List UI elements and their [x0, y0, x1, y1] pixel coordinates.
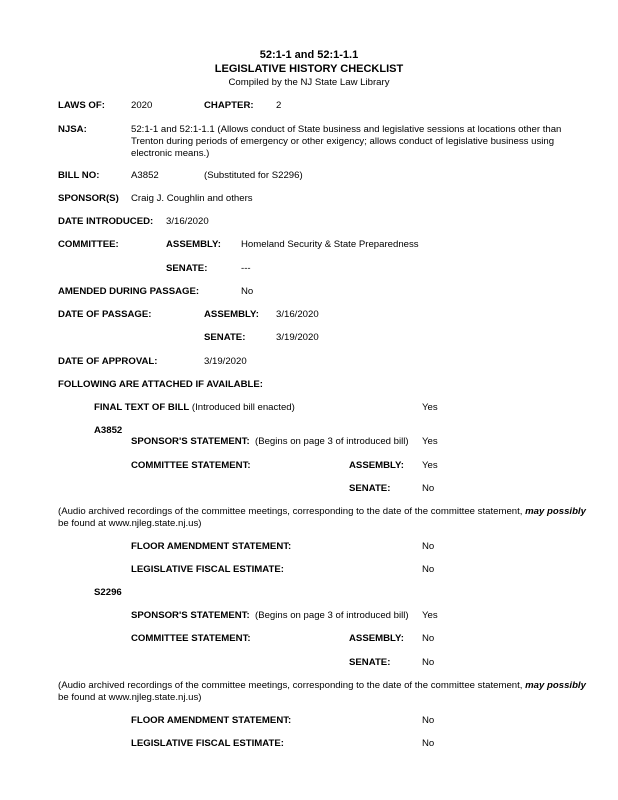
- a3852-senate-label: SENATE:: [349, 483, 391, 494]
- doc-title-line2: LEGISLATIVE HISTORY CHECKLIST: [214, 63, 404, 75]
- bill-no-note: (Substituted for S2296): [204, 170, 303, 181]
- passage-senate-label: SENATE:: [204, 332, 246, 343]
- final-text-label: FINAL TEXT OF BILL: [94, 402, 190, 413]
- a3852-floor-label: FLOOR AMENDMENT STATEMENT:: [131, 541, 292, 552]
- s2296-floor-label: FLOOR AMENDMENT STATEMENT:: [131, 715, 292, 726]
- bill-no-value: A3852: [131, 170, 159, 181]
- a3852-audio-line2: be found at www.njleg.state.nj.us): [58, 518, 202, 529]
- s2296-sponsor-row: [131, 610, 409, 622]
- approval-label: DATE OF APPROVAL:: [58, 356, 158, 367]
- doc-title-line1: 52:1-1 and 52:1-1.1: [259, 49, 359, 61]
- s2296-committee-label: COMMITTEE STATEMENT:: [131, 633, 251, 644]
- a3852-fiscal-value: No: [422, 564, 435, 575]
- a3852-audio-text: (Audio archived recordings of the committee meetings, corresponding to the date of the committee statement,: [58, 506, 526, 517]
- compiled-by: Compiled by the NJ State Law Library: [228, 77, 390, 88]
- laws-of-value: 2020: [131, 100, 153, 111]
- passage-assembly-value: 3/16/2020: [276, 309, 319, 320]
- amended-label: AMENDED DURING PASSAGE:: [58, 286, 200, 297]
- a3852-committee-label: COMMITTEE STATEMENT:: [131, 460, 251, 471]
- a3852-sponsor-row: [131, 436, 409, 448]
- s2296-floor-value: No: [422, 715, 435, 726]
- a3852-sponsor-value: Yes: [422, 436, 438, 447]
- final-text-value: Yes: [422, 402, 438, 413]
- attached-heading: FOLLOWING ARE ATTACHED IF AVAILABLE:: [58, 379, 263, 390]
- s2296-assembly-value: No: [422, 633, 435, 644]
- committee-senate-value: ---: [241, 263, 251, 274]
- committee-assembly-value: Homeland Security & State Preparedness: [241, 239, 419, 250]
- s2296-heading: S2296: [94, 587, 122, 598]
- a3852-assembly-label: ASSEMBLY:: [349, 460, 404, 471]
- a3852-senate-value: No: [422, 483, 435, 494]
- passage-assembly-label: ASSEMBLY:: [204, 309, 259, 320]
- s2296-audio-line2: be found at www.njleg.state.nj.us): [58, 692, 202, 703]
- a3852-sponsor-label: SPONSOR'S STATEMENT:: [131, 436, 250, 447]
- committee-label: COMMITTEE:: [58, 239, 119, 250]
- passage-senate-value: 3/19/2020: [276, 332, 319, 343]
- laws-of-label: LAWS OF:: [58, 100, 105, 111]
- amended-value: No: [241, 286, 254, 297]
- chapter-label: CHAPTER:: [204, 100, 254, 111]
- committee-assembly-label: ASSEMBLY:: [166, 239, 221, 250]
- final-text-note: (Introduced bill enacted): [191, 402, 295, 413]
- s2296-fiscal-value: No: [422, 738, 435, 749]
- s2296-audio-line1: [58, 680, 586, 692]
- a3852-audio-line1: [58, 506, 586, 518]
- a3852-floor-value: No: [422, 541, 435, 552]
- a3852-fiscal-label: LEGISLATIVE FISCAL ESTIMATE:: [131, 564, 284, 575]
- final-text-row: [94, 402, 295, 414]
- a3852-assembly-value: Yes: [422, 460, 438, 471]
- njsa-label: NJSA:: [58, 124, 87, 135]
- s2296-fiscal-label: LEGISLATIVE FISCAL ESTIMATE:: [131, 738, 284, 749]
- sponsors-value: Craig J. Coughlin and others: [131, 193, 253, 204]
- a3852-heading: A3852: [94, 425, 123, 436]
- s2296-audio-text: (Audio archived recordings of the committee meetings, corresponding to the date of the committee statement,: [58, 680, 526, 691]
- s2296-senate-value: No: [422, 657, 435, 668]
- approval-value: 3/19/2020: [204, 356, 247, 367]
- s2296-sponsor-label: SPONSOR'S STATEMENT:: [131, 610, 250, 621]
- date-introduced-label: DATE INTRODUCED:: [58, 216, 154, 227]
- njsa-value: 52:1-1 and 52:1-1.1 (Allows conduct of State business and legislative sessions at locations other than Trenton during periods of emergency or other exigency; allows conduct of legislative business using electronic means.): [131, 124, 562, 159]
- chapter-value: 2: [276, 100, 282, 111]
- s2296-senate-label: SENATE:: [349, 657, 391, 668]
- sponsors-label: SPONSOR(S): [58, 193, 119, 204]
- committee-senate-label: SENATE:: [166, 263, 208, 274]
- a3852-audio-emph: may possibly: [525, 506, 586, 517]
- s2296-assembly-label: ASSEMBLY:: [349, 633, 404, 644]
- date-introduced-value: 3/16/2020: [166, 216, 209, 227]
- passage-label: DATE OF PASSAGE:: [58, 309, 152, 320]
- bill-no-label: BILL NO:: [58, 170, 100, 181]
- a3852-sponsor-note: (Begins on page 3 of introduced bill): [255, 436, 409, 447]
- s2296-sponsor-value: Yes: [422, 610, 438, 621]
- s2296-sponsor-note: (Begins on page 3 of introduced bill): [255, 610, 409, 621]
- s2296-audio-emph: may possibly: [525, 680, 586, 691]
